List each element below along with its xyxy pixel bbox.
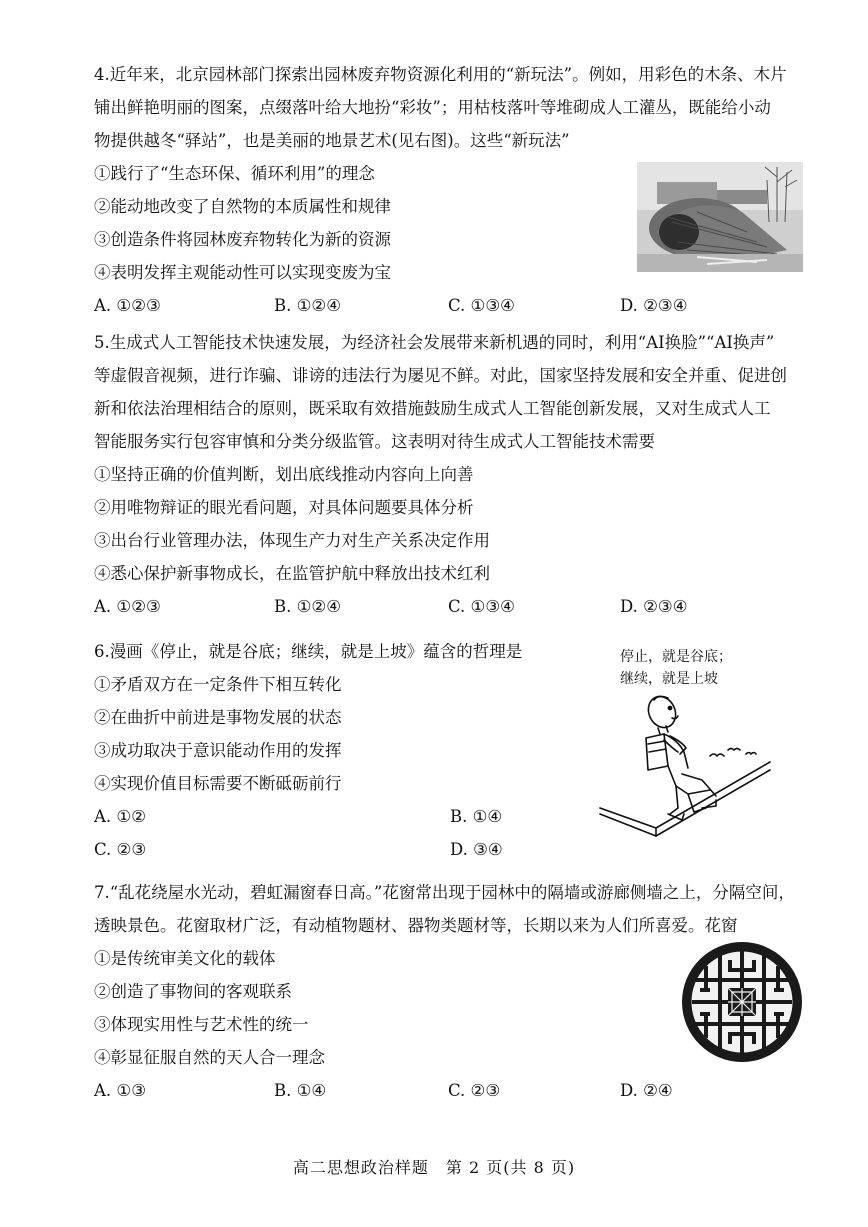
q4-option-b[interactable]: B. ①②④ (274, 296, 341, 315)
q6-option-c[interactable]: C. ②③ (94, 840, 147, 859)
cartoon-caption-line-2: 继续，就是上坡 (620, 671, 718, 687)
q5-stem-line: 5.生成式人工智能技术快速发展，为经济社会发展带来新机遇的同时，利用“AI换脸”“AI换声” (94, 333, 775, 352)
q5-options (94, 590, 812, 623)
q4-choice-1: ①践行了“生态环保、循环利用”的理念 (94, 164, 375, 183)
q7-options (94, 1074, 812, 1107)
brushwood-photo (637, 162, 803, 272)
q6-option-b[interactable]: B. ①④ (450, 807, 503, 826)
q6-choice-4: ④实现价值目标需要不断砥砺前行 (94, 774, 342, 793)
q5-choice-3: ③出台行业管理办法，体现生产力对生产关系决定作用 (94, 531, 490, 550)
q5-option-b[interactable]: B. ①②④ (274, 597, 341, 616)
q7-stem-line: 透映景色。花窗取材广泛，有动植物题材、器物类题材等，长期以来为人们所喜爱。花窗 (94, 916, 738, 935)
q4-choice-4: ④表明发挥主观能动性可以实现变废为宝 (94, 263, 391, 282)
cartoon-climber-illustration (598, 690, 773, 850)
q7-option-d[interactable]: D. ②④ (620, 1081, 673, 1100)
q6-stem: 6.漫画《停止，就是谷底；继续，就是上坡》蕴含的哲理是 (94, 642, 523, 661)
q5-option-d[interactable]: D. ②③④ (620, 597, 688, 616)
q5-choice-2: ②用唯物辩证的眼光看问题，对具体问题要具体分析 (94, 498, 474, 517)
q7-choice-4: ④彰显征服自然的天人合一理念 (94, 1048, 325, 1067)
q6-options-row1 (94, 800, 594, 833)
q5-choice-4: ④悉心保护新事物成长，在监管护航中释放出技术红利 (94, 564, 490, 583)
q5-choice-1: ①坚持正确的价值判断，划出底线推动内容向上向善 (94, 465, 474, 484)
page-footer: 高二思想政治样题 第 2 页(共 8 页) (292, 1158, 576, 1177)
q5-stem-line: 等虚假音视频，进行诈骗、诽谤的违法行为屡见不鲜。对此，国家坚持发展和安全并重、促进创 (94, 366, 787, 385)
q4-options (94, 289, 812, 322)
q5-stem-line: 新和依法治理相结合的原则，既采取有效措施鼓励生成式人工智能创新发展，又对生成式人工 (94, 399, 771, 418)
question-6 (94, 635, 594, 866)
q4-option-d[interactable]: D. ②③④ (620, 296, 688, 315)
q7-choice-1: ①是传统审美文化的载体 (94, 949, 276, 968)
q4-option-c[interactable]: C. ①③④ (448, 296, 515, 315)
q4-option-a[interactable]: A. ①②③ (94, 296, 161, 315)
q7-choice-2: ②创造了事物间的客观联系 (94, 982, 292, 1001)
q6-choice-2: ②在曲折中前进是事物发展的状态 (94, 708, 342, 727)
q7-stem-line: 7.“乱花绕屋水光动，碧虹漏窗春日高。”花窗常出现于园林中的隔墙或游廊侧墙之上，分隔空间， (94, 883, 795, 902)
q5-stem-line: 智能服务实行包容审慎和分类分级监管。这表明对待生成式人工智能技术需要 (94, 432, 655, 451)
q7-option-c[interactable]: C. ②③ (448, 1081, 501, 1100)
q6-options-row2 (94, 833, 594, 866)
q5-option-a[interactable]: A. ①②③ (94, 597, 161, 616)
q6-choice-3: ③成功取决于意识能动作用的发挥 (94, 741, 342, 760)
q4-choice-2: ②能动地改变了自然物的本质属性和规律 (94, 197, 391, 216)
q7-option-b[interactable]: B. ①④ (274, 1081, 327, 1100)
q6-option-a[interactable]: A. ①② (94, 807, 146, 826)
q4-stem-line: 4.近年来，北京园林部门探索出园林废弃物资源化利用的“新玩法”。例如，用彩色的木条、木片 (94, 65, 787, 84)
q6-option-d[interactable]: D. ③④ (450, 840, 503, 859)
lattice-window-illustration (680, 940, 804, 1064)
q7-choice-3: ③体现实用性与艺术性的统一 (94, 1015, 309, 1034)
q4-stem-line: 物提供越冬“驿站”，也是美丽的地景艺术(见右图)。这些“新玩法” (94, 131, 570, 150)
q6-choice-1: ①矛盾双方在一定条件下相互转化 (94, 675, 342, 694)
cartoon-caption (620, 646, 732, 690)
q4-stem-line: 铺出鲜艳明丽的图案，点缀落叶给大地扮“彩妆”；用枯枝落叶等堆砌成人工灌丛，既能给小动 (94, 98, 771, 117)
q5-option-c[interactable]: C. ①③④ (448, 597, 515, 616)
question-5 (94, 326, 812, 623)
q4-choice-3: ③创造条件将园林废弃物转化为新的资源 (94, 230, 391, 249)
q7-option-a[interactable]: A. ①③ (94, 1081, 146, 1100)
cartoon-caption-line-1: 停止，就是谷底； (620, 649, 732, 665)
